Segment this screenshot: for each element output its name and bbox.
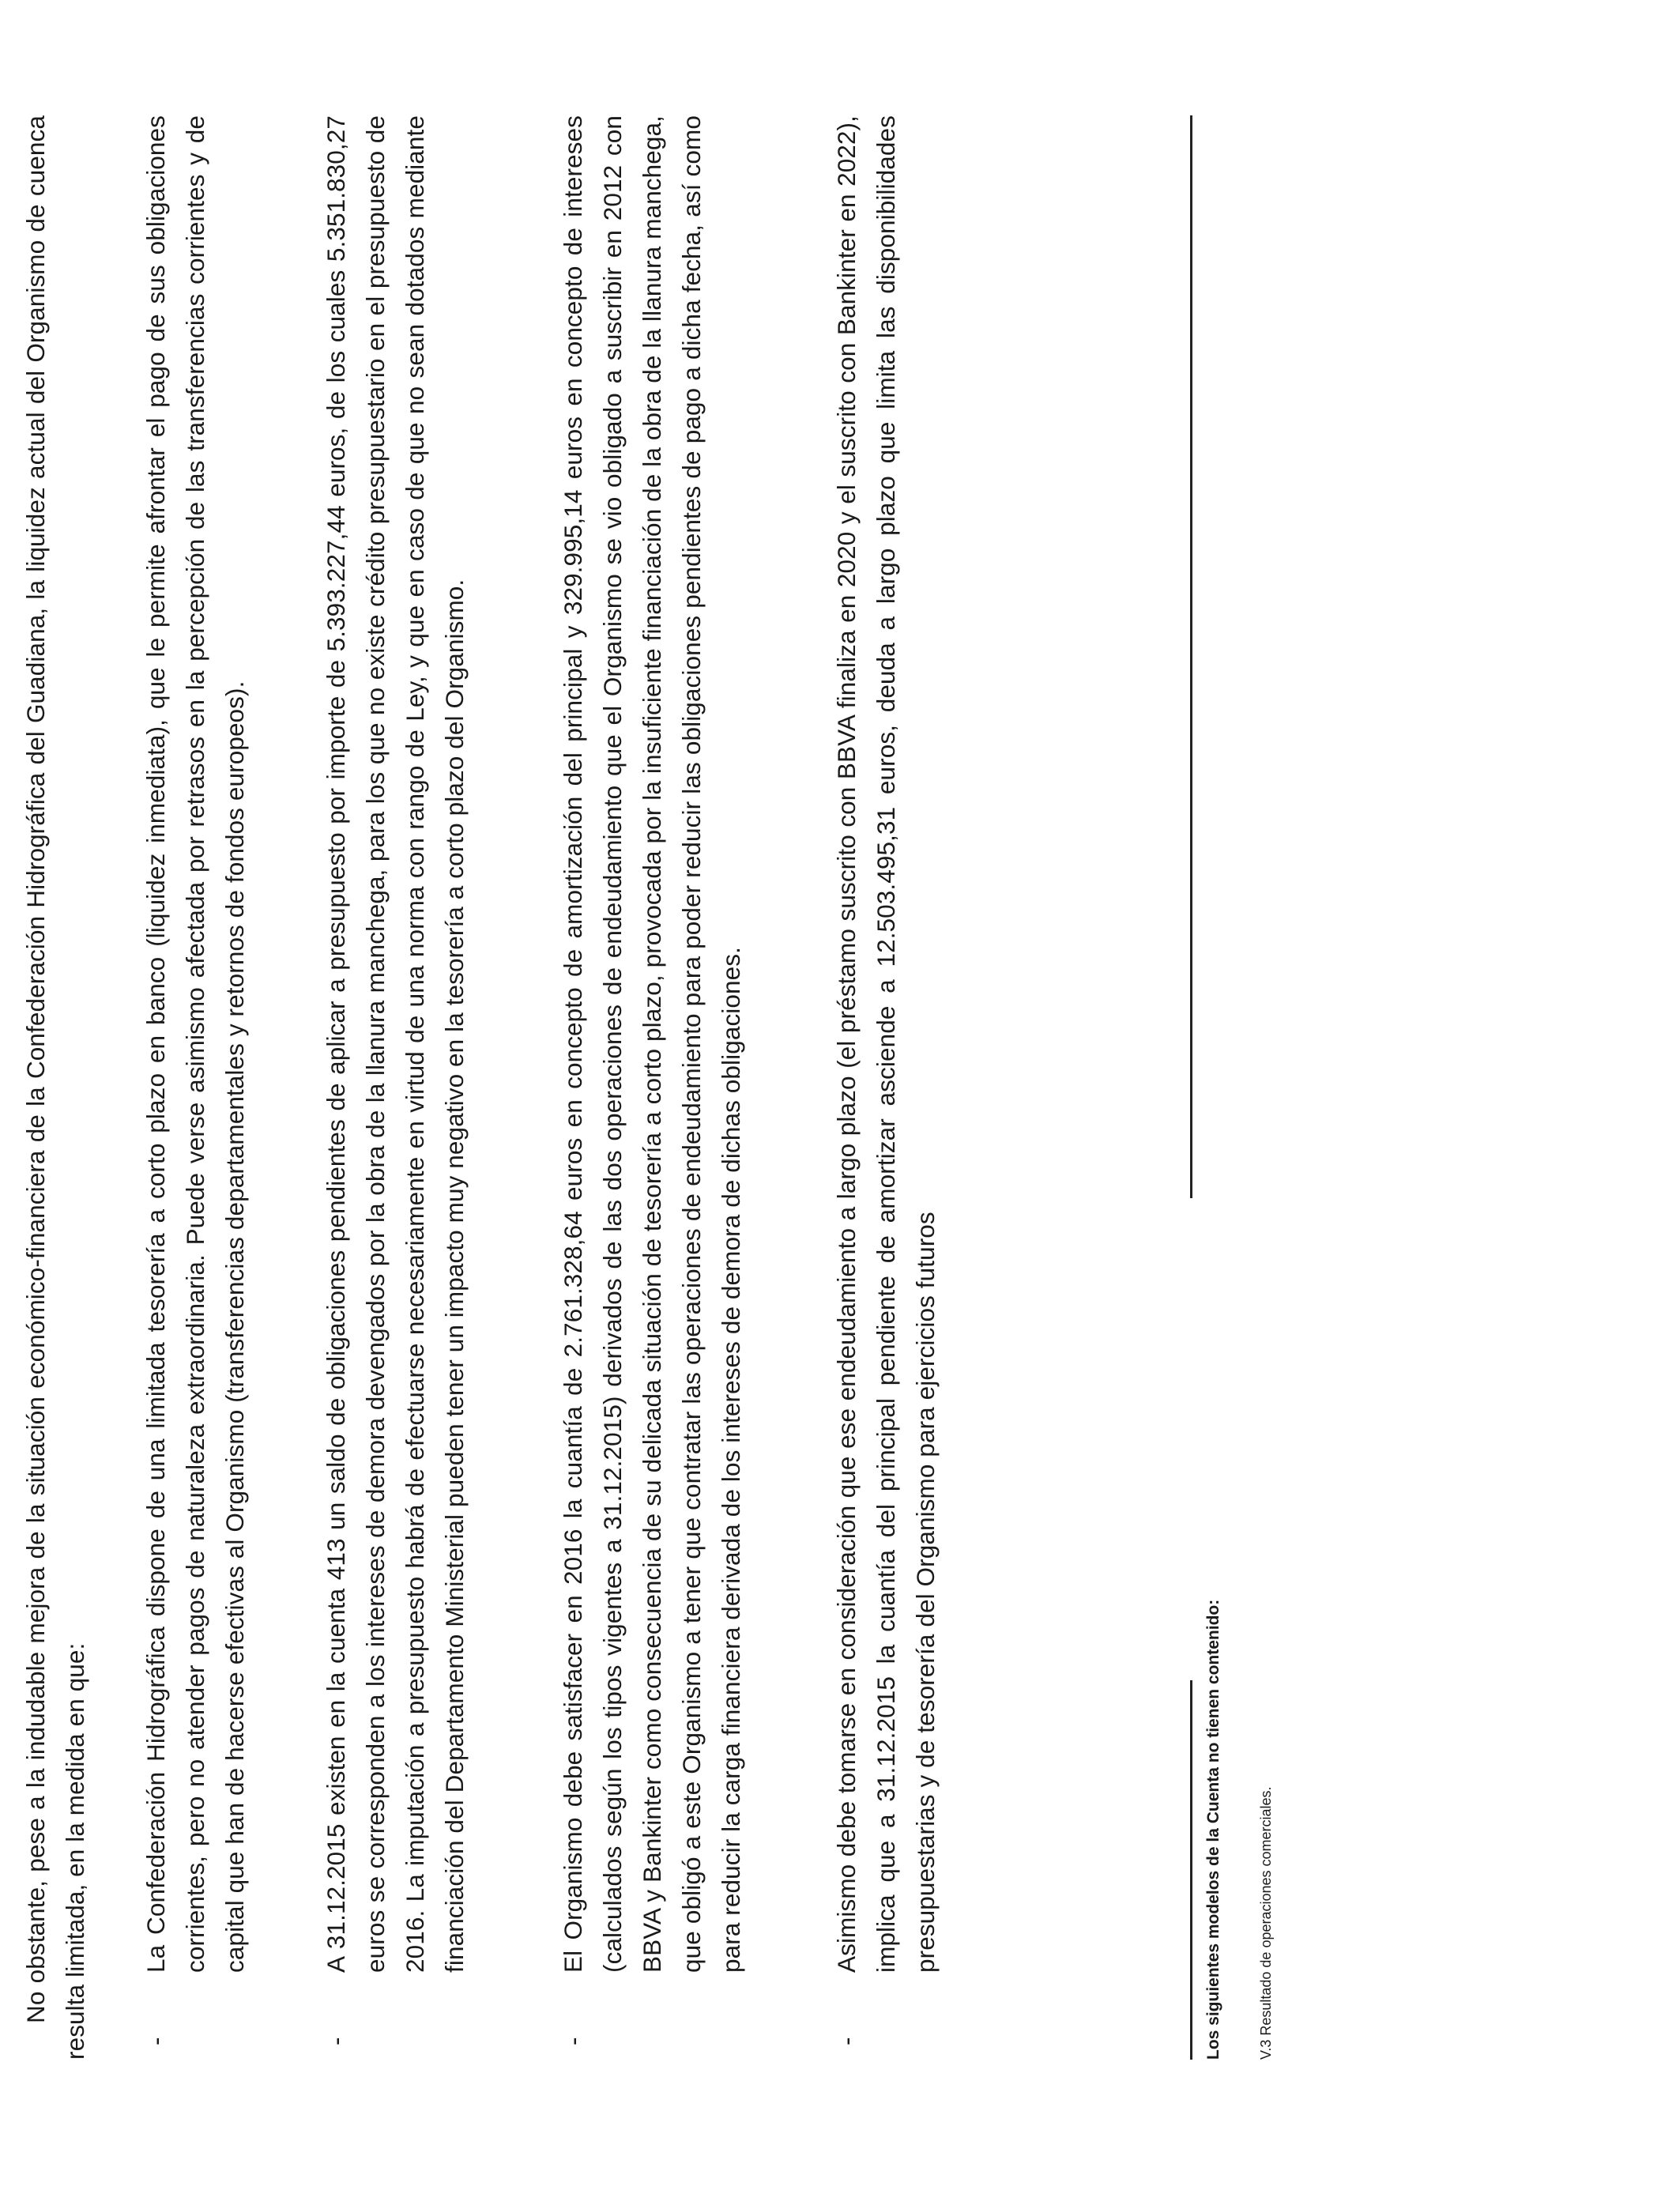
bullet-text: Asimismo debe tomarse en consideración que ese endeudamiento a largo plazo (el préstamo suscrito con BBVA finaliza en 2020 y el suscrito con Bankinter en 2022), implica que a 31.12.2015 la cuantía del principal pendiente de amortizar asciende a 12.503.495,31 euros, deuda a largo plazo que limita las disponibilidades presupuestarias y de tesorería del Organismo para ejercicios futuros <box>832 115 940 1973</box>
bullet-dash: - <box>322 2037 350 2045</box>
models-without-content-note: Los siguientes modelos de la Cuenta no tienen contenido: <box>1204 1599 1222 2060</box>
document-body <box>16 115 945 2060</box>
bullet-text: La Confederación Hidrográfica dispone de una limitada tesorería a corto plazo en banco (liquidez inmediata), que le permite afrontar el pago de sus obligaciones corrientes, pero no atender pagos de naturaleza extraordinaria. Puede verse asimismo afectada por retrasos en la percepción de las transferencias corrientes y de capital que han de hacerse efectivas al Organismo (transferencias departamentales y retornos de fondos europeos). <box>141 115 249 1973</box>
bullet-text: A 31.12.2015 existen en la cuenta 413 un saldo de obligaciones pendientes de aplicar a presupuesto por importe de 5.393.227,44 euros, de los cuales 5.351.830,27 euros se corresponden a los intereses de demora devengados por la obra de la llanura manchega, para los que no existe crédito presupuestario en el presupuesto de 2016. La imputación a presupuesto habrá de efectuarse necesariamente en virtud de una norma con rango de Ley, y que en caso de que no sean dotados mediante financiación del Departamento Ministerial pueden tener un impacto muy negativo en la tesorería a corto plazo del Organismo. <box>322 115 469 1973</box>
bullet-dash: - <box>559 2037 587 2045</box>
bullet-item-endeudamiento-largo-plazo <box>827 115 945 2060</box>
bullet-item-liquidez <box>136 115 254 2060</box>
bullet-item-cuenta-413 <box>316 115 474 2060</box>
bullet-dash: - <box>832 2037 861 2045</box>
bullet-item-amortizacion <box>553 115 751 2060</box>
bullet-text: El Organismo debe satisfacer en 2016 la cuantía de 2.761.328,64 euros en concepto de amortización del principal y 329.995,14 euros en concepto de intereses (calculados según los tipos vigentes a 31.12.2015) derivados de las dos operaciones de endeudamiento que el Organismo se vio obligado a suscribir en 2012 con BBVA y Bankinter como consecuencia de su delicada situación de tesorería a corto plazo, provocada por la insuficiente financiación de la obra de la llanura manchega, que obligó a este Organismo a tener que contratar las operaciones de endeudamiento para poder reducir las obligaciones pendientes de pago a dicha fecha, así como para reducir la carga financiera derivada de los intereses de demora de dichas obligaciones. <box>559 115 745 1973</box>
footer-rule-long <box>1190 115 1192 1198</box>
footer-rule-short <box>1190 1680 1192 2060</box>
intro-paragraph: No obstante, pese a la indudable mejora de la situación económico-financiera de la Confederación Hidrográfica del Guadiana, la liquidez actual del Organismo de cuenca resulta limitada, en la medida en que: <box>21 115 89 2060</box>
model-item: V.3 Resultado de operaciones comerciales. <box>1258 1786 1274 2060</box>
bullet-dash: - <box>141 2037 170 2045</box>
